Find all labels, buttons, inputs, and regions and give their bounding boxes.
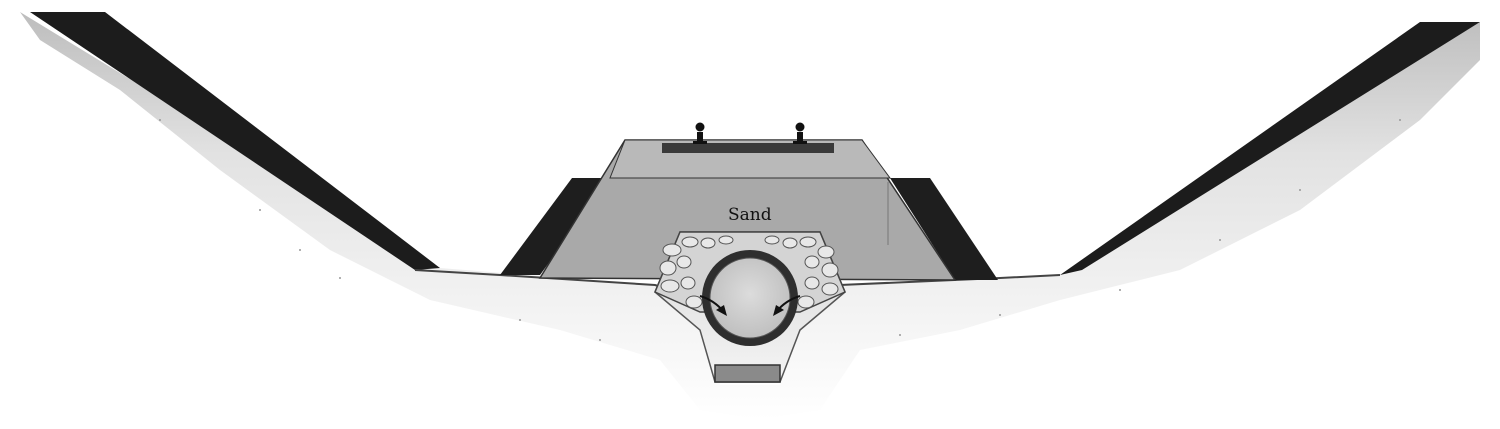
drain-pipe: [710, 258, 790, 338]
sand-label: Sand: [728, 205, 772, 225]
railroad-tie: [662, 143, 834, 153]
right-embankment-slope: [1060, 22, 1480, 275]
left-embankment-slope: [30, 12, 440, 270]
trench-footing: [715, 365, 780, 382]
